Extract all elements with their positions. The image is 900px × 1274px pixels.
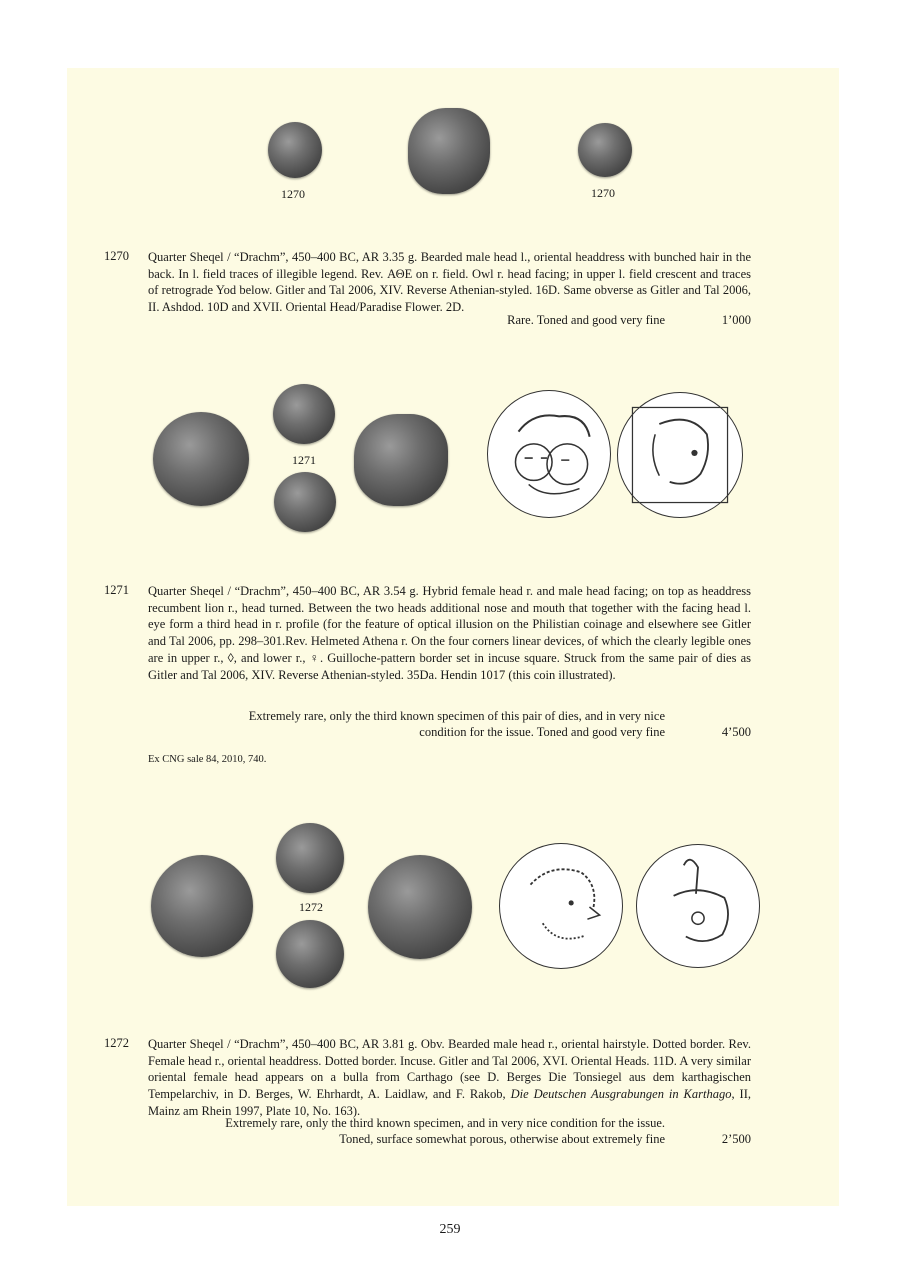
lot-description-1272-part1: Quarter Sheqel / “Drachm”, 450–400 BC, AR 3.81 g. Obv. Bearded male head r., oriental hairstyle. Dotted border. Rev. Female head r., oriental headdress. Dotted border. Incuse. Gitler and Tal 2006, XVI. Oriental Heads. 11D. A very similar oriental female head appears on a bulla from Carthago (see D. Berges Die Tonsiegel aus dem karthagischen Tempelarchiv, in D. Berges, W. Ehrhardt, A. Laidlaw, and F. Rakob, <box>148 1037 751 1102</box>
lot-description-1272 <box>148 1036 751 1120</box>
coin-1272-reverse-enlarged-photo <box>368 855 472 959</box>
lot-description-1271: Quarter Sheqel / “Drachm”, 450–400 BC, AR 3.54 g. Hybrid female head r. and male head facing; on top as headdress recumbent lion r., head turned. Between the two heads additional nose and mouth that together with the facing head l. eye form a third head in r. profile (for the feature of optical illusion on the Philistian coinage and elsewhere see Gitler and Tal 2006, pp. 298–301.Rev. Helmeted Athena r. On the four corners linear devices, of which the clearly legible ones are in upper r., ◊, and lower r., ♀. Guilloche-pattern border set in incuse square. Struck from the same pair of dies as Gitler and Tal 2006, XIV. Reverse Athenian-styled. 35Da. Hendin 1017 (this coin illustrated). <box>148 584 751 682</box>
coin-1270-obverse-enlarged-photo <box>408 108 490 194</box>
lot-grade-1271-line1: Extremely rare, only the third known specimen of this pair of dies, and in very nice <box>248 709 665 723</box>
lot-number-1271: 1271 <box>104 583 129 597</box>
coin-1271-reverse-enlarged-photo <box>354 414 448 506</box>
coin-1271-obverse-drawing <box>487 390 611 518</box>
coin-1271-obverse-photo <box>273 384 335 444</box>
reverse-drawing-svg <box>618 393 742 517</box>
photo-label-1271: 1271 <box>292 453 316 467</box>
coin-1271-obverse-enlarged-photo <box>153 412 249 506</box>
lot-grade-1271-line2: condition for the issue. Toned and good very fine <box>419 725 665 739</box>
coin-1272-obverse-drawing <box>499 843 623 969</box>
lot-description-1272-part2: , II, Mainz am Rhein 1997, Plate 10, No. 163). <box>148 1087 751 1118</box>
lot-number-1270: 1270 <box>104 249 129 263</box>
obverse-1272-drawing-svg <box>500 844 622 968</box>
lot-grade-1272-line1: Extremely rare, only the third known specimen, and in very nice condition for the issue. <box>225 1116 665 1130</box>
coin-1271-reverse-photo <box>274 472 336 532</box>
coin-1272-reverse-photo <box>276 920 344 988</box>
lot-number-1272: 1272 <box>104 1036 129 1050</box>
coin-1272-obverse-photo <box>276 823 344 893</box>
coin-1271-reverse-drawing <box>617 392 743 518</box>
photo-label-1272: 1272 <box>299 900 323 914</box>
lot-grade-1270: Rare. Toned and good very fine <box>507 313 665 327</box>
coin-1272-reverse-drawing <box>636 844 760 968</box>
obverse-drawing-svg <box>488 391 610 517</box>
lot-grade-1272-line2: Toned, surface somewhat porous, otherwise about extremely fine <box>339 1132 665 1146</box>
reverse-1272-drawing-svg <box>637 845 759 967</box>
coin-1272-obverse-enlarged-photo <box>151 855 253 957</box>
lot-price-1270: 1’000 <box>721 313 751 327</box>
lot-provenance-1271: Ex CNG sale 84, 2010, 740. <box>148 754 267 765</box>
lot-price-1271: 4’500 <box>721 725 751 739</box>
lot-price-1272: 2’500 <box>721 1132 751 1146</box>
photo-label-1270-left: 1270 <box>281 187 305 201</box>
page-number: 259 <box>439 1222 461 1237</box>
photo-label-1270-right: 1270 <box>591 186 615 200</box>
coin-1270-reverse-photo <box>578 123 632 177</box>
lot-description-1270: Quarter Sheqel / “Drachm”, 450–400 BC, AR 3.35 g. Bearded male head l., oriental headdress with bunched hair in the back. In l. field traces of illegible legend. Rev. ΑΘΕ on r. field. Owl r. head facing; in upper l. field crescent and traces of retrograde Yod below. Gitler and Tal 2006, XIV. Reverse Athenian-styled. 16D. Same obverse as Gitler and Tal 2006, II. Ashdod. 10D and XVII. Oriental Head/Paradise Flower. 2D. <box>148 250 751 315</box>
coin-1270-obverse-photo <box>268 122 322 178</box>
lot-description-1272-title: Die Deutschen Ausgrabungen in Karthago <box>510 1087 732 1102</box>
